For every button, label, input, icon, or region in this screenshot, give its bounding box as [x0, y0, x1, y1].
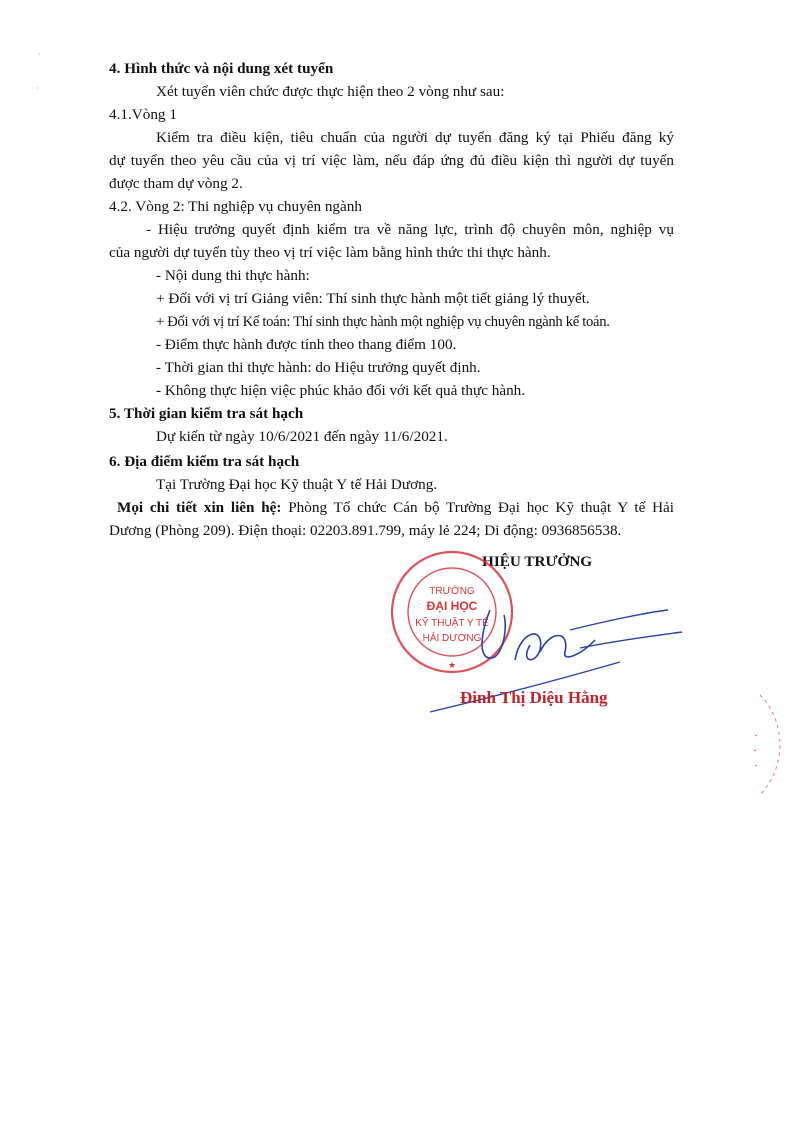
round-1-heading: 4.1.Vòng 1 [109, 106, 177, 123]
section-4-heading: 4. Hình thức và nội dung xét tuyển [109, 60, 334, 77]
section-4-intro: Xét tuyển viên chức được thực hiện theo 2 vòng như sau: [156, 83, 505, 100]
svg-text:★: ★ [447, 660, 457, 670]
round-2-heading: 4.2. Vòng 2: Thi nghiệp vụ chuyên ngành [109, 198, 362, 215]
no-review-rule: - Không thực hiện việc phúc khảo đối với kết quả thực hành. [156, 382, 526, 399]
round-1-line-2: dự tuyển theo yêu cầu của vị trí việc làm, nếu đáp ứng đủ điều kiện thì người dự tuyển [109, 152, 674, 169]
section-5-text: Dự kiến từ ngày 10/6/2021 đến ngày 11/6/2021. [156, 428, 448, 445]
section-5-heading: 5. Thời gian kiểm tra sát hạch [109, 405, 304, 422]
scan-dot-2: · [36, 84, 39, 93]
round-1-line-1: Kiểm tra điều kiện, tiêu chuẩn của người dự tuyển đăng ký tại Phiếu đăng ký [156, 129, 674, 146]
seal-line-4: HẢI DƯƠNG [422, 633, 482, 644]
content-label: - Nội dung thi thực hành: [156, 267, 310, 284]
seal-edge-mark [740, 690, 790, 800]
round-2-line-2: của người dự tuyển tùy theo vị trí việc làm bằng hình thức thi thực hành. [109, 244, 551, 261]
score-rule: - Điểm thực hành được tính theo thang điểm 100. [156, 336, 457, 353]
scan-dot-1: · [38, 50, 41, 59]
seal-line-3: KỸ THUẬT Y TẾ [415, 618, 489, 629]
signatory-name: Đinh Thị Diệu Hằng [460, 688, 608, 707]
contact-label: Mọi chi tiết xin liên hệ: [117, 499, 282, 516]
contact-line-1-text: Phòng Tổ chức Cán bộ Trường Đại học Kỹ thuật Y tế Hải [281, 499, 675, 516]
item-accountant: + Đối với vị trí Kế toán: Thí sinh thực hành một nghiệp vụ chuyên ngành kế toán. [156, 314, 610, 330]
round-2-line-1: - Hiệu trưởng quyết định kiểm tra về năng lực, trình độ chuyên môn, nghiệp vụ [146, 221, 674, 238]
section-6-text: Tại Trường Đại học Kỹ thuật Y tế Hải Dương. [156, 476, 438, 493]
seal-line-2: ĐẠI HỌC [426, 599, 478, 613]
signature-title: HIỆU TRƯỞNG [482, 553, 593, 570]
contact-line-2: Dương (Phòng 209). Điện thoại: 02203.891.799, máy lẻ 224; Di động: 0936856538. [109, 522, 622, 539]
round-1-line-3: được tham dự vòng 2. [109, 175, 243, 192]
seal-line-1: TRƯỜNG [429, 586, 475, 597]
contact-line-1 [117, 498, 674, 518]
item-lecturer: + Đối với vị trí Giảng viên: Thí sinh thực hành một tiết giảng lý thuyết. [156, 290, 590, 307]
section-6-heading: 6. Địa điểm kiểm tra sát hạch [109, 453, 300, 470]
time-rule: - Thời gian thi thực hành: do Hiệu trưởng quyết định. [156, 359, 481, 376]
